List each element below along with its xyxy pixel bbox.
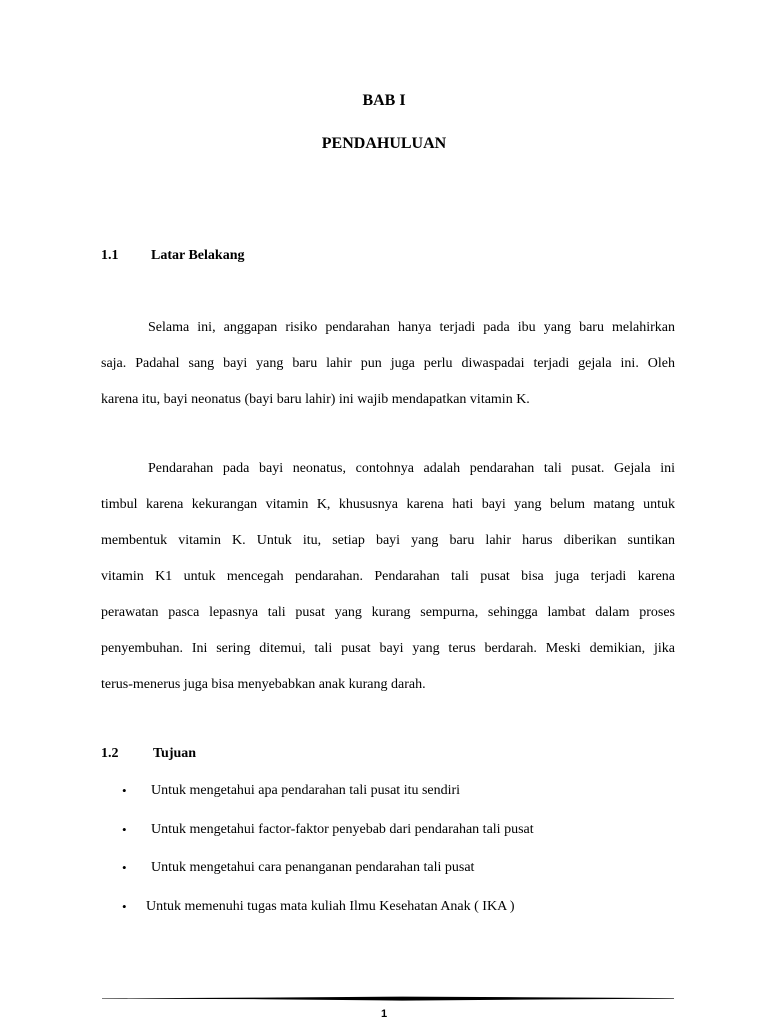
- paragraph-line: Selama ini, anggapan risiko pendarahan hanya terjadi pada ibu yang baru melahirkan: [148, 320, 675, 335]
- section-title-tujuan: Tujuan: [153, 746, 197, 761]
- paragraph-line: Pendarahan pada bayi neonatus, contohnya adalah pendarahan tali pusat. Gejala ini: [148, 461, 675, 476]
- list-item-text: Untuk mengetahui cara penanganan pendarahan tali pusat: [151, 860, 475, 875]
- bullet-icon: •: [122, 898, 127, 914]
- section-title-latar-belakang: Latar Belakang: [151, 248, 245, 263]
- page-number: 1: [380, 1008, 388, 1020]
- bullet-icon: •: [122, 783, 127, 798]
- list-item-text: Untuk mengetahui factor-faktor penyebab dari pendarahan tali pusat: [151, 821, 534, 837]
- paragraph-line: timbul karena kekurangan vitamin K, khususnya karena hati bayi yang belum matang untuk: [101, 497, 675, 512]
- paragraph-line: perawatan pasca lepasnya tali pusat yang kurang sempurna, sehingga lambat dalam proses: [101, 605, 675, 620]
- paragraph-2: [101, 459, 675, 711]
- section-number-1-2: 1.2: [101, 746, 119, 761]
- chapter-label: BAB I: [362, 92, 406, 109]
- paragraph-line: penyembuhan. Ini sering ditemui, tali pusat bayi yang terus berdarah. Meski demikian, jika: [101, 641, 675, 656]
- paragraph-line: vitamin K1 untuk mencegah pendarahan. Pendarahan tali pusat bisa juga terjadi karena: [101, 569, 675, 584]
- paragraph-1: [101, 318, 675, 426]
- chapter-title: PENDAHULUAN: [321, 135, 447, 152]
- bullet-icon: •: [122, 821, 127, 837]
- paragraph-line: saja. Padahal sang bayi yang baru lahir pun juga perlu diwaspadai terjadi gejala ini. Oleh: [101, 356, 675, 371]
- list-item-text: Untuk memenuhi tugas mata kuliah Ilmu Kesehatan Anak ( IKA ): [146, 898, 515, 914]
- list-item-text: Untuk mengetahui apa pendarahan tali pusat itu sendiri: [151, 783, 461, 798]
- bullet-icon: •: [122, 860, 127, 875]
- paragraph-line: membentuk vitamin K. Untuk itu, setiap bayi yang baru lahir harus diberikan suntikan: [101, 533, 675, 548]
- paragraph-line: karena itu, bayi neonatus (bayi baru lahir) ini wajib mendapatkan vitamin K.: [101, 392, 530, 407]
- footer-divider: [102, 996, 674, 1001]
- paragraph-line: terus-menerus juga bisa menyebabkan anak kurang darah.: [101, 677, 426, 692]
- section-number-1-1: 1.1: [101, 248, 119, 263]
